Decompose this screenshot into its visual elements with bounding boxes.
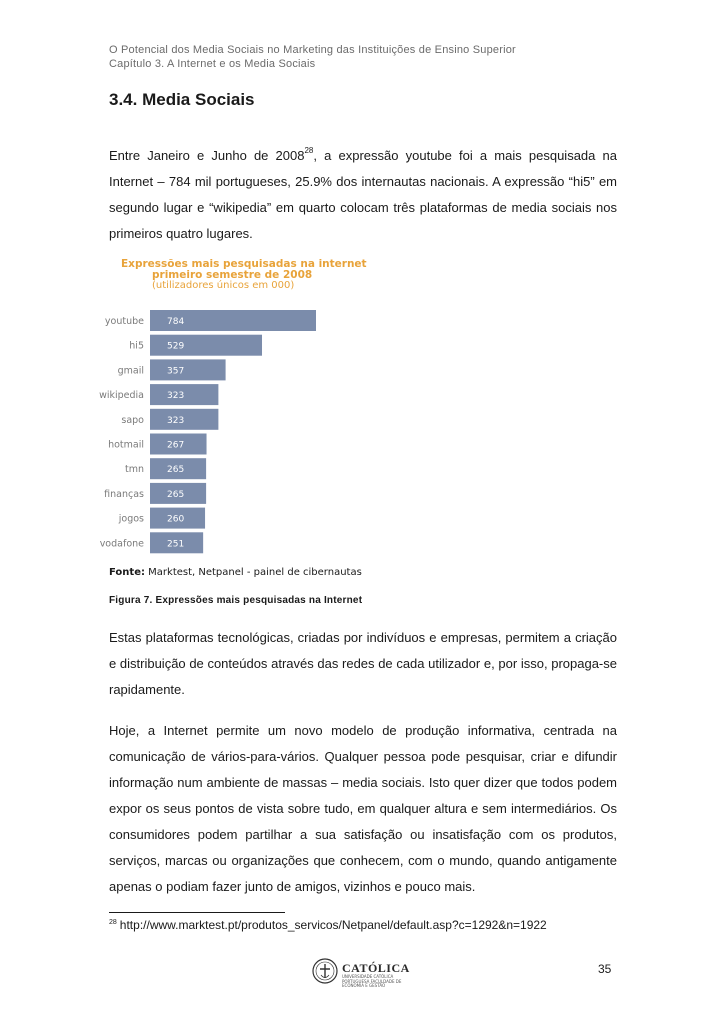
running-header-chapter: Capítulo 3. A Internet e os Media Sociais xyxy=(109,58,316,70)
bar-value-label: 784 xyxy=(167,317,185,327)
bar-category-label: sapo xyxy=(121,414,144,426)
bar-category-label: hi5 xyxy=(129,340,144,352)
chart-subtitle: (utilizadores únicos em 000) xyxy=(152,280,295,291)
chart-title-line1: Expressões mais pesquisadas na internet xyxy=(121,258,367,270)
logo-name: CATÓLICA xyxy=(342,961,410,975)
bar-category-label: vodafone xyxy=(99,538,144,550)
bar-sapo xyxy=(150,409,218,430)
running-header xyxy=(109,43,516,71)
bar-value-label: 323 xyxy=(167,391,185,402)
figure-caption: Figura 7. Expressões mais pesquisadas na Internet xyxy=(109,595,363,606)
bar-wikipedia xyxy=(150,384,218,405)
logo-subtitle: UNIVERSIDADE CATÓLICA PORTUGUESA FACULDADE DE ECONOMIA E GESTÃO xyxy=(342,974,402,988)
footnote-url[interactable]: http://www.marktest.pt/produtos_servicos/Netpanel/default.asp?c=1292&n=1922 xyxy=(119,918,547,932)
footnote-ref[interactable]: 28 xyxy=(304,146,314,155)
bar-category-label: tmn xyxy=(125,464,144,476)
paragraph-3: Hoje, a Internet permite um novo modelo de produção informativa, centrada na comunicação de vários-para-vários. Qualquer pessoa pode pesquisar, criar e difundir informação num ambiente de massas – media sociais. Isto quer dizer que todos podem expor os seus pontos de vista sobre tudo, em qualquer altura e sem intermediários. Os consumidores podem partilhar a sua satisfação ou insatisfação com os produtos, serviços, marcas ou organizações que conhecem, com o mundo, quando antigamente apenas o podiam fazer junto de amigos, vizinhos e pouco mais. xyxy=(109,723,617,894)
footnote-number: 28 xyxy=(109,919,117,926)
search-terms-bar-chart xyxy=(99,252,367,560)
bar-category-label: wikipedia xyxy=(99,390,144,402)
bar-gmail xyxy=(150,359,226,380)
bar-value-label: 323 xyxy=(167,415,185,426)
paragraph-2: Estas plataformas tecnológicas, criadas por indivíduos e empresas, permitem a criação e distribuição de conteúdos através das redes de cada utilizador e, por isso, propaga-se rapidamente. xyxy=(109,630,617,697)
bar-category-label: finanças xyxy=(104,488,144,500)
footnote xyxy=(109,918,547,932)
page-number: 35 xyxy=(598,962,612,976)
bar-category-label: hotmail xyxy=(108,439,144,451)
bar-category-label: jogos xyxy=(118,513,144,525)
bar-value-label: 357 xyxy=(167,366,185,377)
chart-source xyxy=(109,567,362,578)
chart-source-label: Fonte: xyxy=(109,567,145,578)
running-header-title: O Potencial dos Media Sociais no Marketing das Instituições de Ensino Superior xyxy=(109,44,516,56)
chart-title-line2: primeiro semestre de 2008 xyxy=(152,269,313,281)
paragraph-1-text-before: Entre Janeiro e Junho de 2008 xyxy=(109,148,305,163)
chart-source-text: Marktest, Netpanel - painel de cibernautas xyxy=(144,567,362,578)
bar-value-label: 260 xyxy=(167,514,185,525)
chart-bars xyxy=(99,310,316,553)
bar-category-label: gmail xyxy=(117,365,144,377)
section-title: 3.4. Media Sociais xyxy=(109,90,255,109)
bar-category-label: youtube xyxy=(104,316,144,327)
paragraph-1-text-after: , a expressão youtube foi a mais pesquisada na Internet – 784 mil portugueses, 25.9% dos internautas nacionais. A expressão “hi5” em segundo lugar e “wikipedia” em quarto colocam três plataformas de media sociais nos primeiros quatro lugares. xyxy=(109,148,617,241)
bar-value-label: 267 xyxy=(167,440,185,451)
footnote-divider xyxy=(109,912,285,913)
bar-value-label: 529 xyxy=(167,341,185,352)
bar-value-label: 251 xyxy=(167,539,185,550)
university-seal-icon xyxy=(312,958,338,984)
bar-value-label: 265 xyxy=(167,465,185,476)
catolica-logo xyxy=(312,958,412,986)
paragraph-1 xyxy=(109,143,617,247)
bar-value-label: 265 xyxy=(167,489,185,500)
